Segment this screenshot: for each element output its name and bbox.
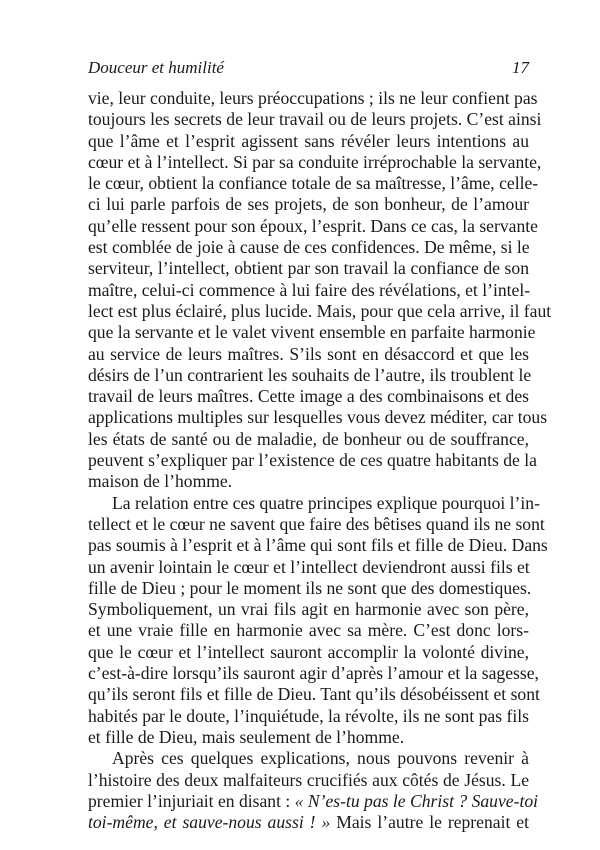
text-roman: Mais l’autre le reprenait et [330,812,529,833]
text-line: est comblée de joie à cause de ces confidences. De même, si le [88,237,530,258]
paragraph-1 [88,88,552,493]
text-line: maison de l’homme. [88,471,233,492]
page-number: 17 [512,58,529,77]
text-line: un avenir lointain le cœur et l’intellect deviendront aussi fils et [88,556,530,577]
text-line: habités par le doute, l’inquiétude, la révolte, ils ne sont pas fils [88,705,529,726]
text-line: lect est plus éclairé, plus lucide. Mais, pour que cela arrive, il faut [88,300,552,321]
text-line [88,812,529,833]
text-line: Après ces quelques explications, nous pouvons revenir à [112,748,529,769]
book-page [88,58,552,833]
text-line: peuvent s’expliquer par l’existence de ces quatre habitants de la [88,450,537,471]
text-line: serviteur, l’intellect, obtient par son travail la confiance de son [88,258,529,279]
quote-italic: « N’es-tu pas le Christ ? Sauve-toi [294,790,539,811]
body-text [88,88,552,833]
text-line: et une vraie fille en harmonie avec sa mère. C’est donc lors- [88,620,529,641]
text-line: La relation entre ces quatre principes explique pourquoi l’in- [112,492,540,513]
text-line: au service de leurs maîtres. S’ils sont en désaccord et que les [88,343,529,364]
text-line: vie, leur conduite, leurs préoccupations ; ils ne leur confient pas [88,88,538,108]
paragraph-2 [88,492,548,749]
text-line: toujours les secrets de leur travail ou de leurs projets. C’est ainsi [88,109,542,130]
running-header [88,58,529,78]
text-line: que l’âme et l’esprit agissent sans révéler leurs intentions au [88,130,529,151]
text-line: c’est-à-dire lorsqu’ils sauront agir d’après l’amour et la sagesse, [88,663,539,684]
text-line: qu’elle ressent pour son époux, l’esprit. Dans ce cas, la servante [88,215,538,236]
text-line: pas soumis à l’esprit et à l’âme qui sont fils et fille de Dieu. Dans [88,535,548,556]
text-line: travail de leurs maîtres. Cette image a des combinaisons et des [88,386,529,407]
text-line [88,790,539,812]
text-roman: premier l’injuriait en disant : [88,790,295,811]
text-line: maître, celui-ci commence à lui faire des révélations, et l’intel- [88,279,531,300]
text-line: que la servante et le valet vivent ensemble en parfaite harmonie [88,322,536,343]
text-line: l’histoire des deux malfaiteurs crucifiés aux côtés de Jésus. Le [88,769,529,790]
chapter-title: Douceur et humilité [88,58,224,77]
text-line: qu’ils seront fils et fille de Dieu. Tant qu’ils désobéissent et sont [88,684,540,705]
text-line: cœur et à l’intellect. Si par sa conduite irréprochable la servante, [88,151,542,172]
text-line: les états de santé ou de maladie, de bonheur ou de souffrance, [88,428,529,449]
text-line: et fille de Dieu, mais seulement de l’homme. [88,726,405,747]
text-line: le cœur, obtient la confiance totale de sa maîtresse, l’âme, celle- [88,173,539,194]
paragraph-3 [88,748,539,833]
text-line: tellect et le cœur ne savent que faire des bêtises quand ils ne sont [88,513,545,534]
text-line: applications multiples sur lesquelles vous devez méditer, car tous [88,407,548,428]
text-line: ci lui parle parfois de ses projets, de son bonheur, de l’amour [88,194,529,215]
quote-italic: toi-même, et sauve-nous aussi ! » [88,812,331,833]
text-line: Symboliquement, un vrai fils agit en harmonie avec son père, [88,599,529,620]
text-line: fille de Dieu ; pour le moment ils ne sont que des domestiques. [88,577,532,598]
text-line: que le cœur et l’intellect sauront accomplir la volonté divine, [88,641,529,662]
text-line: désirs de l’un contrarient les souhaits de l’autre, ils troublent le [88,364,532,385]
